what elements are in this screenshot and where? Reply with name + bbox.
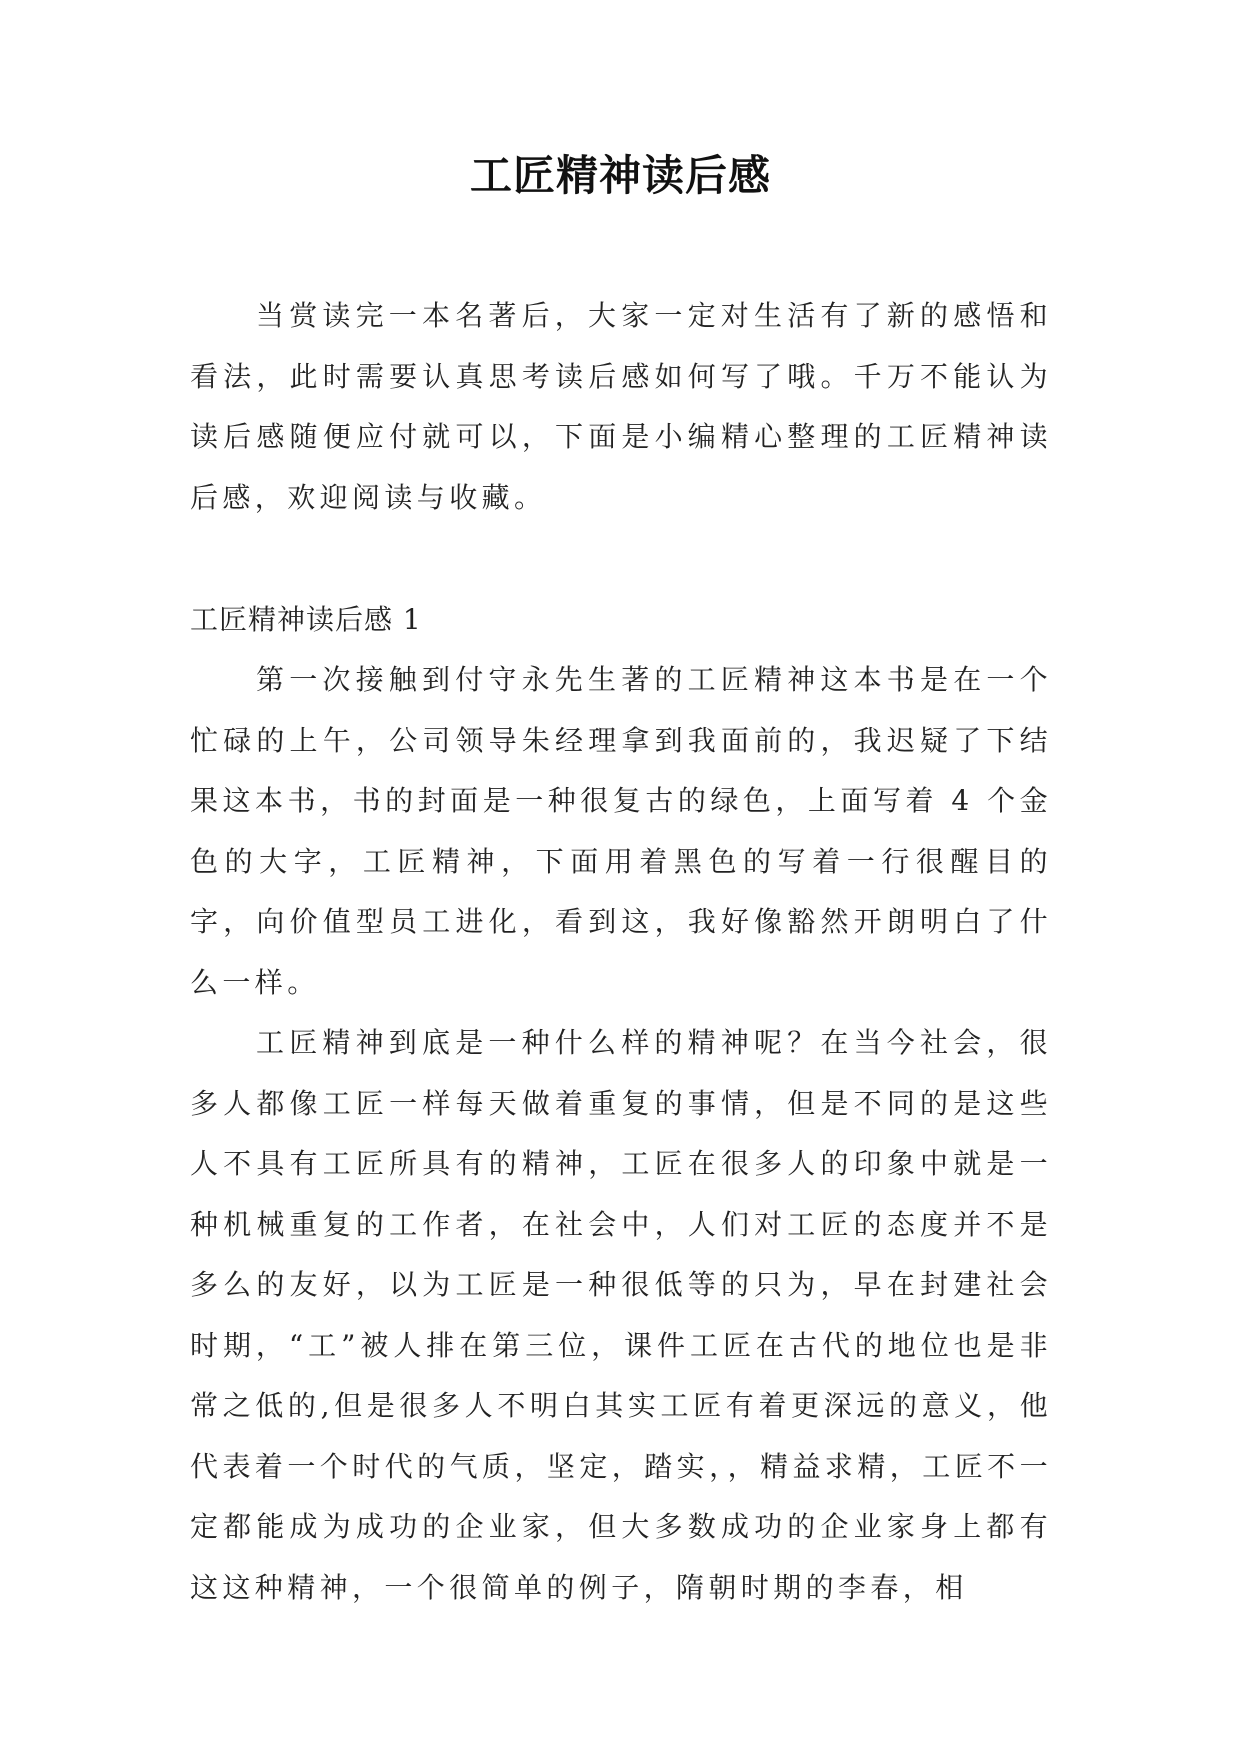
body-paragraph: 工匠精神到底是一种什么样的精神呢？在当今社会，很多人都像工匠一样每天做着重复的事情，但是不同的是这些人不具有工匠所具有的精神，工匠在很多人的印象中就是一种机械重复的工作者，在社会中，人们对工匠的态度并不是多么的友好，以为工匠是一种很低等的只为，早在封建社会时期，“工”被人排在第三位，课件工匠在古代的地位也是非常之低的,但是很多人不明白其实工匠有着更深远的意义，他代表着一个时代的气质，坚定，踏实，，精益求精，工匠不一定都能成为成功的企业家，但大多数成功的企业家身上都有这这种精神，一个很简单的例子，隋朝时期的李春，相 <box>190 1026 1052 1604</box>
document-title: 工匠精神读后感 <box>469 151 771 200</box>
body-paragraph: 第一次接触到付守永先生著的工匠精神这本书是在一个忙碌的上午，公司领导朱经理拿到我面前的，我迟疑了下结果这本书，书的封面是一种很复古的绿色，上面写着 4 个金色的大字，工匠精神，下面用着黑色的写着一行很醒目的字，向价值型员工进化，看到这，我好像豁然开朗明白了什么一样。 <box>190 663 1052 999</box>
section-heading: 工匠精神读后感 1 <box>190 603 422 636</box>
document-body <box>190 286 1052 1618</box>
intro-paragraph: 当赏读完一本名著后，大家一定对生活有了新的感悟和看法，此时需要认真思考读后感如何写了哦。千万不能认为读后感随便应付就可以，下面是小编精心整理的工匠精神读后感，欢迎阅读与收藏。 <box>190 299 1052 514</box>
